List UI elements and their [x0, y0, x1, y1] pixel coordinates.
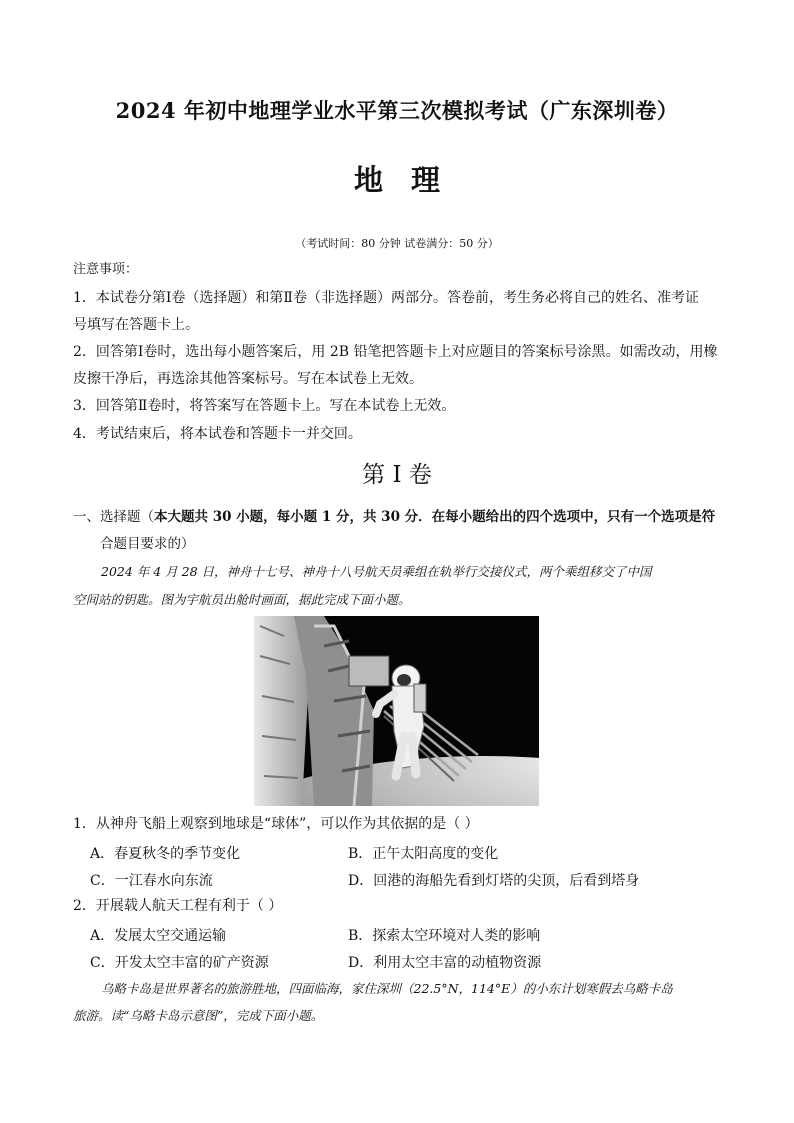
- astronaut-illustration: [254, 616, 539, 806]
- note-line-4: 皮擦干净后，再选涂其他答案标号。写在本试卷上无效。: [73, 371, 423, 387]
- section-title: 第 I 卷: [362, 462, 432, 488]
- note-line-1: 1．本试卷分第Ⅰ卷（选择题）和第Ⅱ卷（非选择题）两部分。答卷前，考生务必将自己的姓名、准考证: [73, 290, 699, 306]
- passage1-line-1: 2024 年 4 月 28 日，神舟十七号、神舟十八号航天员乘组在轨举行交接仪式，两个乘组移交了中国: [101, 564, 652, 579]
- passage2-line-2: 旅游。读“乌略卡岛示意图”，完成下面小题。: [73, 1008, 324, 1023]
- note-line-6: 4．考试结束后，将本试卷和答题卡一并交回。: [73, 426, 362, 442]
- q1-option-c[interactable]: C．一江春水向东流: [90, 873, 213, 889]
- section-intro-bold: 本大题共 30 小题，每小题 1 分，共 30 分．在每小题给出的四个选项中，只有一个选项是符: [154, 509, 716, 525]
- section-intro-prefix: 一、选择题（: [73, 509, 154, 525]
- subject-title: 地理: [353, 163, 468, 197]
- astronaut-photo: [254, 616, 539, 806]
- q2-option-b[interactable]: B．探索太空环境对人类的影响: [348, 928, 541, 944]
- q1-option-a[interactable]: A．春夏秋冬的季节变化: [90, 846, 241, 862]
- question-1-stem: 1．从神舟飞船上观察到地球是“球体”，可以作为其依据的是（ ）: [73, 816, 479, 832]
- note-line-3: 2．回答第Ⅰ卷时，选出每小题答案后，用 2B 铅笔把答题卡上对应题目的答案标号涂黑。如需改动，用橡: [73, 344, 718, 360]
- q1-option-d[interactable]: D．回港的海船先看到灯塔的尖顶，后看到塔身: [348, 873, 640, 889]
- q2-option-c[interactable]: C．开发太空丰富的矿产资源: [90, 955, 269, 971]
- q2-option-d[interactable]: D．利用太空丰富的动植物资源: [348, 955, 542, 971]
- note-line-2: 号填写在答题卡上。: [73, 317, 199, 333]
- section-intro-line-2: 合题目要求的）: [100, 536, 195, 552]
- question-2-stem: 2．开展载人航天工程有利于（ ）: [73, 898, 283, 914]
- section-intro-line-1: [73, 508, 715, 526]
- q2-option-a[interactable]: A．发展太空交通运输: [90, 928, 227, 944]
- exam-title: 2024 年初中地理学业水平第三次模拟考试（广东深圳卷）: [115, 98, 679, 123]
- passage2-line-1: 乌略卡岛是世界著名的旅游胜地，四面临海，家住深圳（22.5°N，114°E）的小东计划寒假去乌略卡岛: [101, 981, 673, 996]
- q1-option-b[interactable]: B．正午太阳高度的变化: [348, 846, 499, 862]
- note-line-5: 3．回答第Ⅱ卷时，将答案写在答题卡上。写在本试卷上无效。: [73, 398, 456, 414]
- passage1-line-2: 空间站的钥匙。图为宇航员出舱时画面，据此完成下面小题。: [73, 592, 411, 607]
- exam-info: （考试时间：80 分钟 试卷满分：50 分）: [295, 237, 499, 250]
- notes-heading: 注意事项：: [73, 262, 139, 277]
